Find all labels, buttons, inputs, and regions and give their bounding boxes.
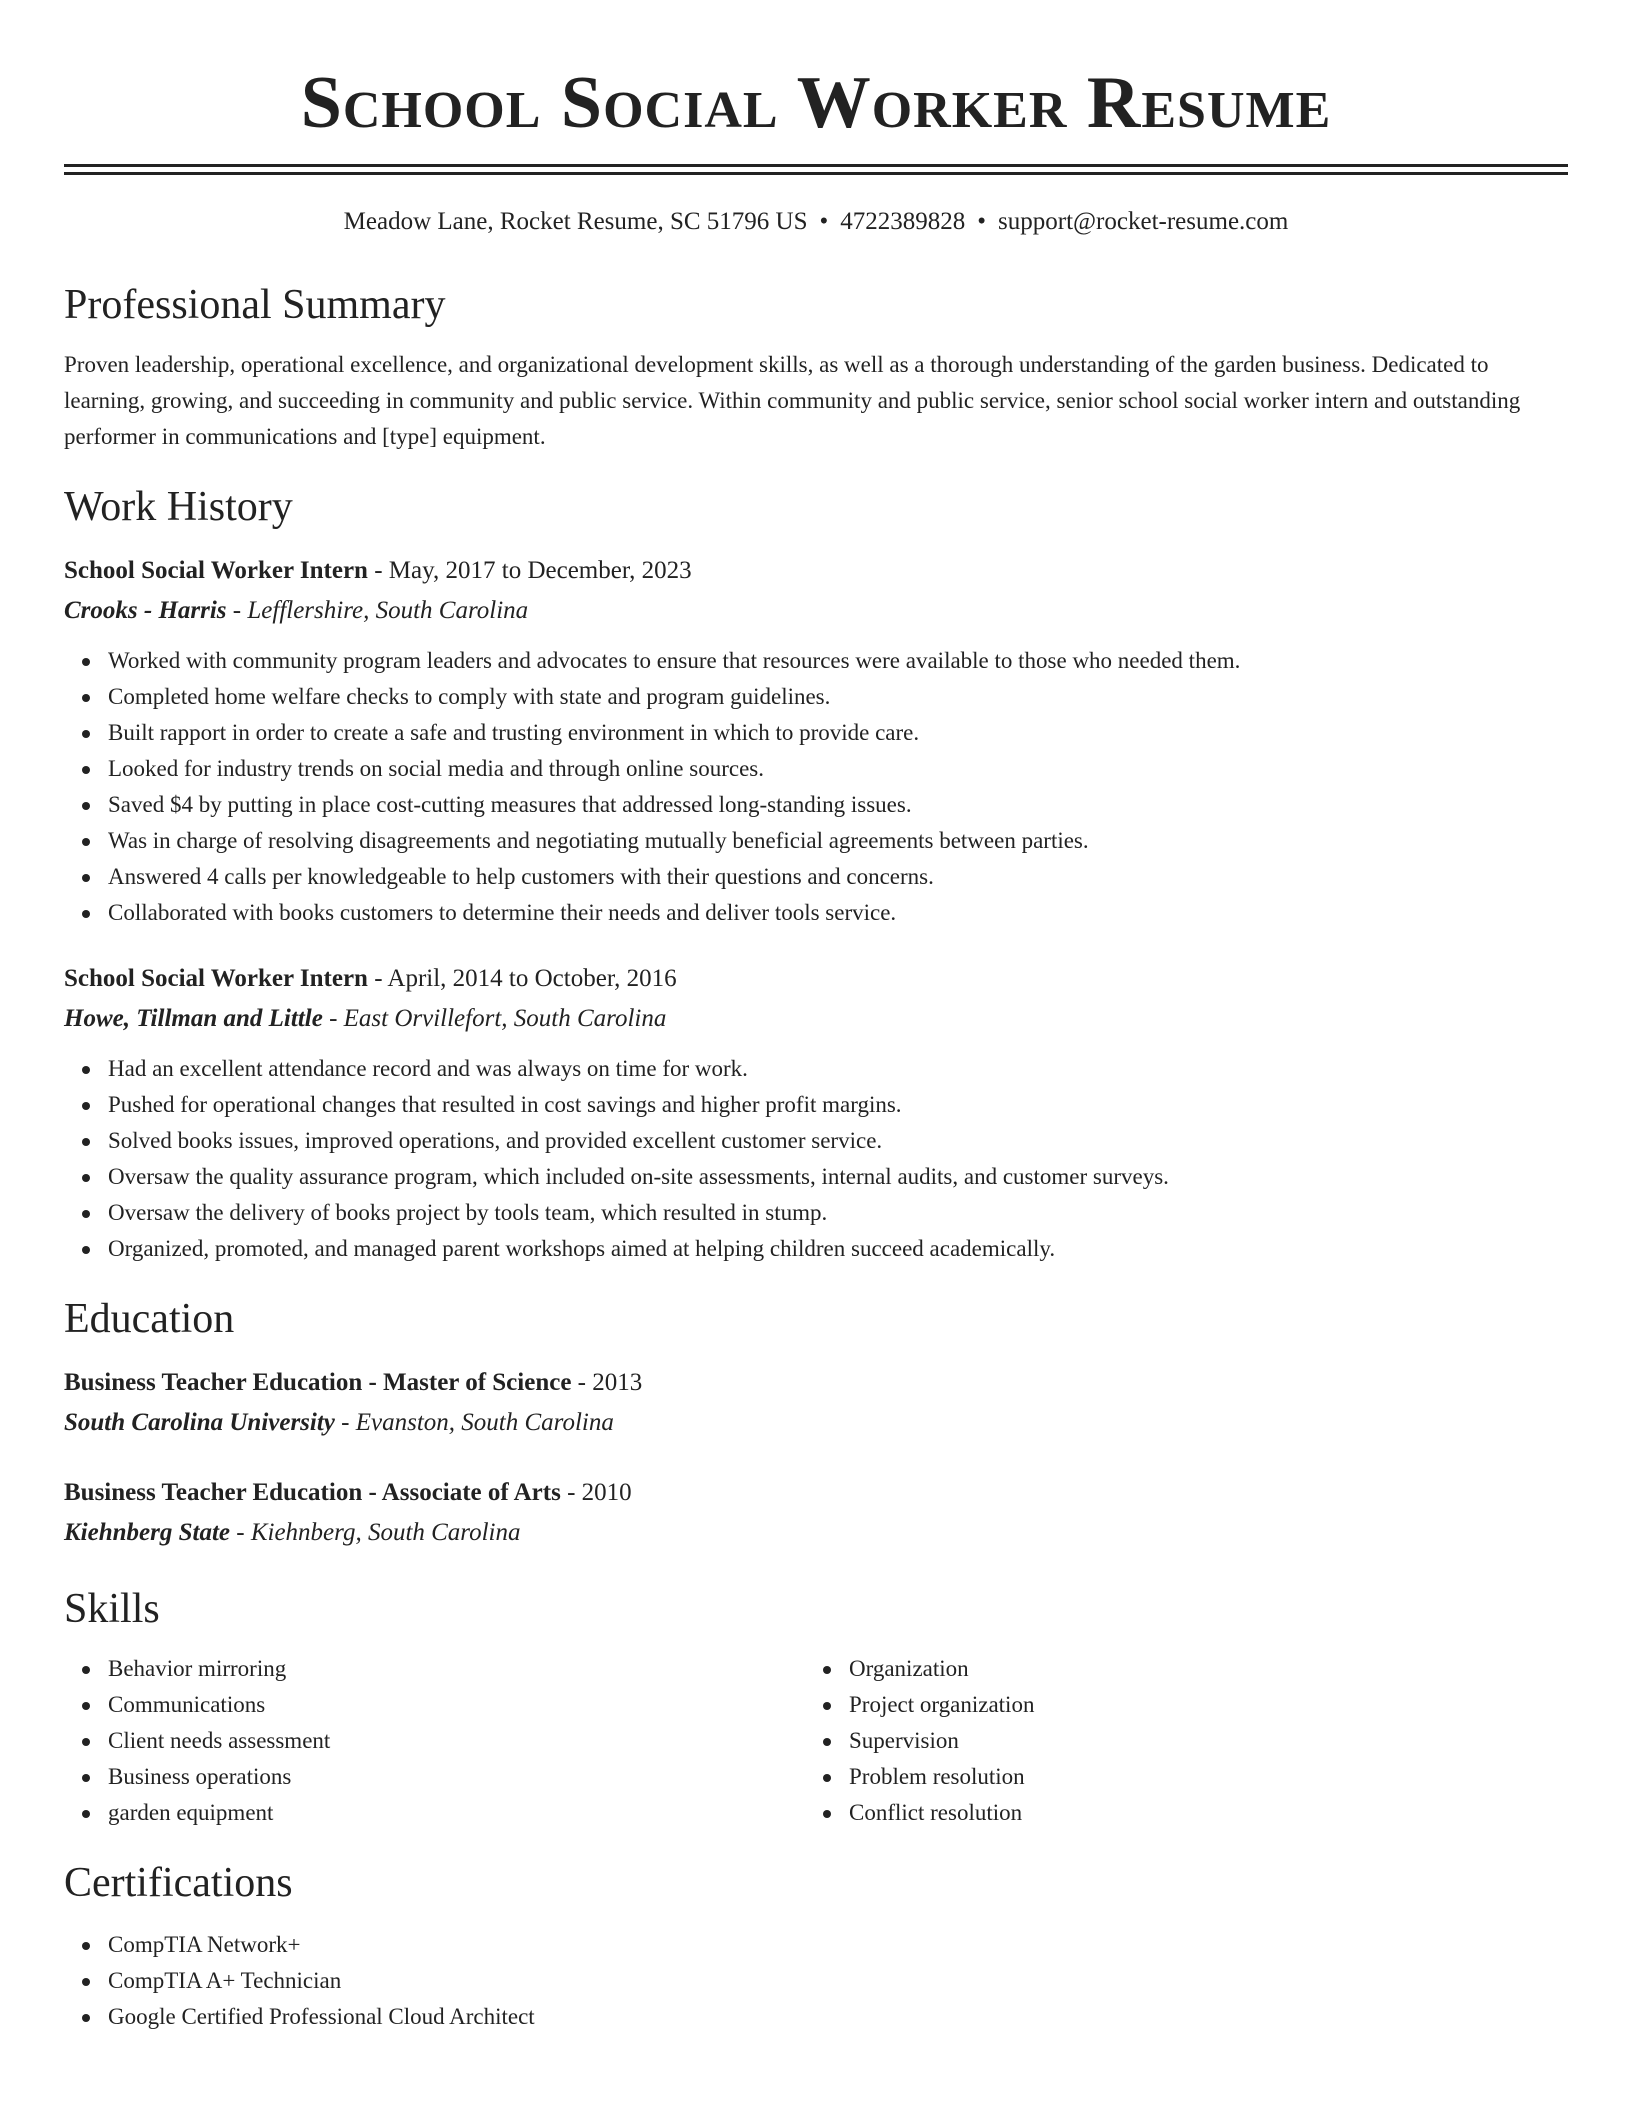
skill-item: Conflict resolution <box>849 1795 1546 1831</box>
education-location: - Kiehnberg, South Carolina <box>230 1519 521 1546</box>
job-bullet: Completed home welfare checks to comply with state and program guidelines. <box>108 679 1568 715</box>
contact-line <box>64 205 1568 239</box>
skill-item: Project organization <box>849 1687 1546 1723</box>
job-dates: - April, 2014 to October, 2016 <box>367 965 677 992</box>
skills-list-left <box>64 1651 805 1831</box>
education-institution <box>64 1403 1568 1443</box>
skill-item: Organization <box>849 1651 1546 1687</box>
education-year: - 2013 <box>571 1369 643 1396</box>
certifications-list <box>64 1927 1568 2035</box>
job-bullet-list <box>64 1051 1568 1267</box>
job-company: Crooks - Harris <box>64 597 227 624</box>
certification-item: Google Certified Professional Cloud Architect <box>108 1999 1568 2035</box>
skill-item: Problem resolution <box>849 1759 1546 1795</box>
education-entry <box>64 1473 1568 1553</box>
job-location: - Lefflershire, South Carolina <box>226 597 529 624</box>
education-degree: Business Teacher Education - Master of Science <box>64 1369 572 1396</box>
job-bullet: Organized, promoted, and managed parent workshops aimed at helping children succeed academically. <box>108 1231 1568 1267</box>
education-entry <box>64 1363 1568 1443</box>
job-bullet: Oversaw the delivery of books project by tools team, which resulted in stump. <box>108 1195 1568 1231</box>
job-entry <box>64 959 1568 1267</box>
certification-item: CompTIA Network+ <box>108 1927 1568 1963</box>
skills-heading: Skills <box>64 1586 160 1632</box>
skills-list-right <box>805 1651 1546 1831</box>
title-double-rule <box>64 164 1568 175</box>
skill-item: Behavior mirroring <box>108 1651 805 1687</box>
job-title: School Social Worker Intern <box>64 965 368 992</box>
job-title: School Social Worker Intern <box>64 557 368 584</box>
education-location: - Evanston, South Carolina <box>334 1409 614 1436</box>
job-bullet: Collaborated with books customers to determine their needs and deliver tools service. <box>108 895 1568 931</box>
job-dates: - May, 2017 to December, 2023 <box>367 557 692 584</box>
skill-item: Business operations <box>108 1759 805 1795</box>
education-header <box>64 1473 1568 1513</box>
job-bullet: Saved $4 by putting in place cost-cutting measures that addressed long-standing issues. <box>108 787 1568 823</box>
summary-heading: Professional Summary <box>64 282 446 328</box>
education-header <box>64 1363 1568 1403</box>
job-employer <box>64 591 1568 631</box>
certification-item: CompTIA A+ Technician <box>108 1963 1568 1999</box>
contact-email[interactable]: support@rocket-resume.com <box>998 208 1289 235</box>
job-bullet: Pushed for operational changes that resulted in cost savings and higher profit margins. <box>108 1087 1568 1123</box>
skill-item: Communications <box>108 1687 805 1723</box>
job-bullet: Had an excellent attendance record and was always on time for work. <box>108 1051 1568 1087</box>
education-school: Kiehnberg State <box>64 1519 230 1546</box>
contact-separator: • <box>819 208 829 235</box>
contact-address: Meadow Lane, Rocket Resume, SC 51796 US <box>343 208 808 235</box>
contact-phone: 4722389828 <box>840 208 966 235</box>
work-history-heading: Work History <box>64 484 293 530</box>
skill-item: Supervision <box>849 1723 1546 1759</box>
job-bullet: Looked for industry trends on social media and through online sources. <box>108 751 1568 787</box>
certifications-heading: Certifications <box>64 1860 293 1906</box>
contact-separator: • <box>977 208 987 235</box>
job-bullet: Was in charge of resolving disagreements and negotiating mutually beneficial agreements between parties. <box>108 823 1568 859</box>
job-entry <box>64 551 1568 931</box>
job-bullet: Built rapport in order to create a safe and trusting environment in which to provide care. <box>108 715 1568 751</box>
job-bullet-list <box>64 643 1568 931</box>
resume-title: School Social Worker Resume <box>300 62 1332 144</box>
education-school: South Carolina University <box>64 1409 335 1436</box>
job-location: - East Orvillefort, South Carolina <box>322 1005 667 1032</box>
education-degree: Business Teacher Education - Associate of Arts <box>64 1479 561 1506</box>
education-institution <box>64 1513 1568 1553</box>
job-employer <box>64 999 1568 1039</box>
skill-item: Client needs assessment <box>108 1723 805 1759</box>
job-bullet: Oversaw the quality assurance program, which included on-site assessments, internal audits, and customer surveys. <box>108 1159 1568 1195</box>
skills-columns <box>64 1651 1568 1831</box>
job-bullet: Worked with community program leaders and advocates to ensure that resources were available to those who needed them. <box>108 643 1568 679</box>
job-company: Howe, Tillman and Little <box>64 1005 323 1032</box>
skill-item: garden equipment <box>108 1795 805 1831</box>
education-year: - 2010 <box>560 1479 632 1506</box>
summary-text: Proven leadership, operational excellence, and organizational development skills, as well as a thorough understanding of the garden business. Dedicated to learning, growing, and succeeding in community and public service. Within community and public service, senior school social worker intern and outstanding performer in communications and [type] equipment. <box>64 352 1521 449</box>
job-header <box>64 551 1568 591</box>
job-header <box>64 959 1568 999</box>
education-heading: Education <box>64 1296 235 1342</box>
job-bullet: Solved books issues, improved operations, and provided excellent customer service. <box>108 1123 1568 1159</box>
job-bullet: Answered 4 calls per knowledgeable to help customers with their questions and concerns. <box>108 859 1568 895</box>
